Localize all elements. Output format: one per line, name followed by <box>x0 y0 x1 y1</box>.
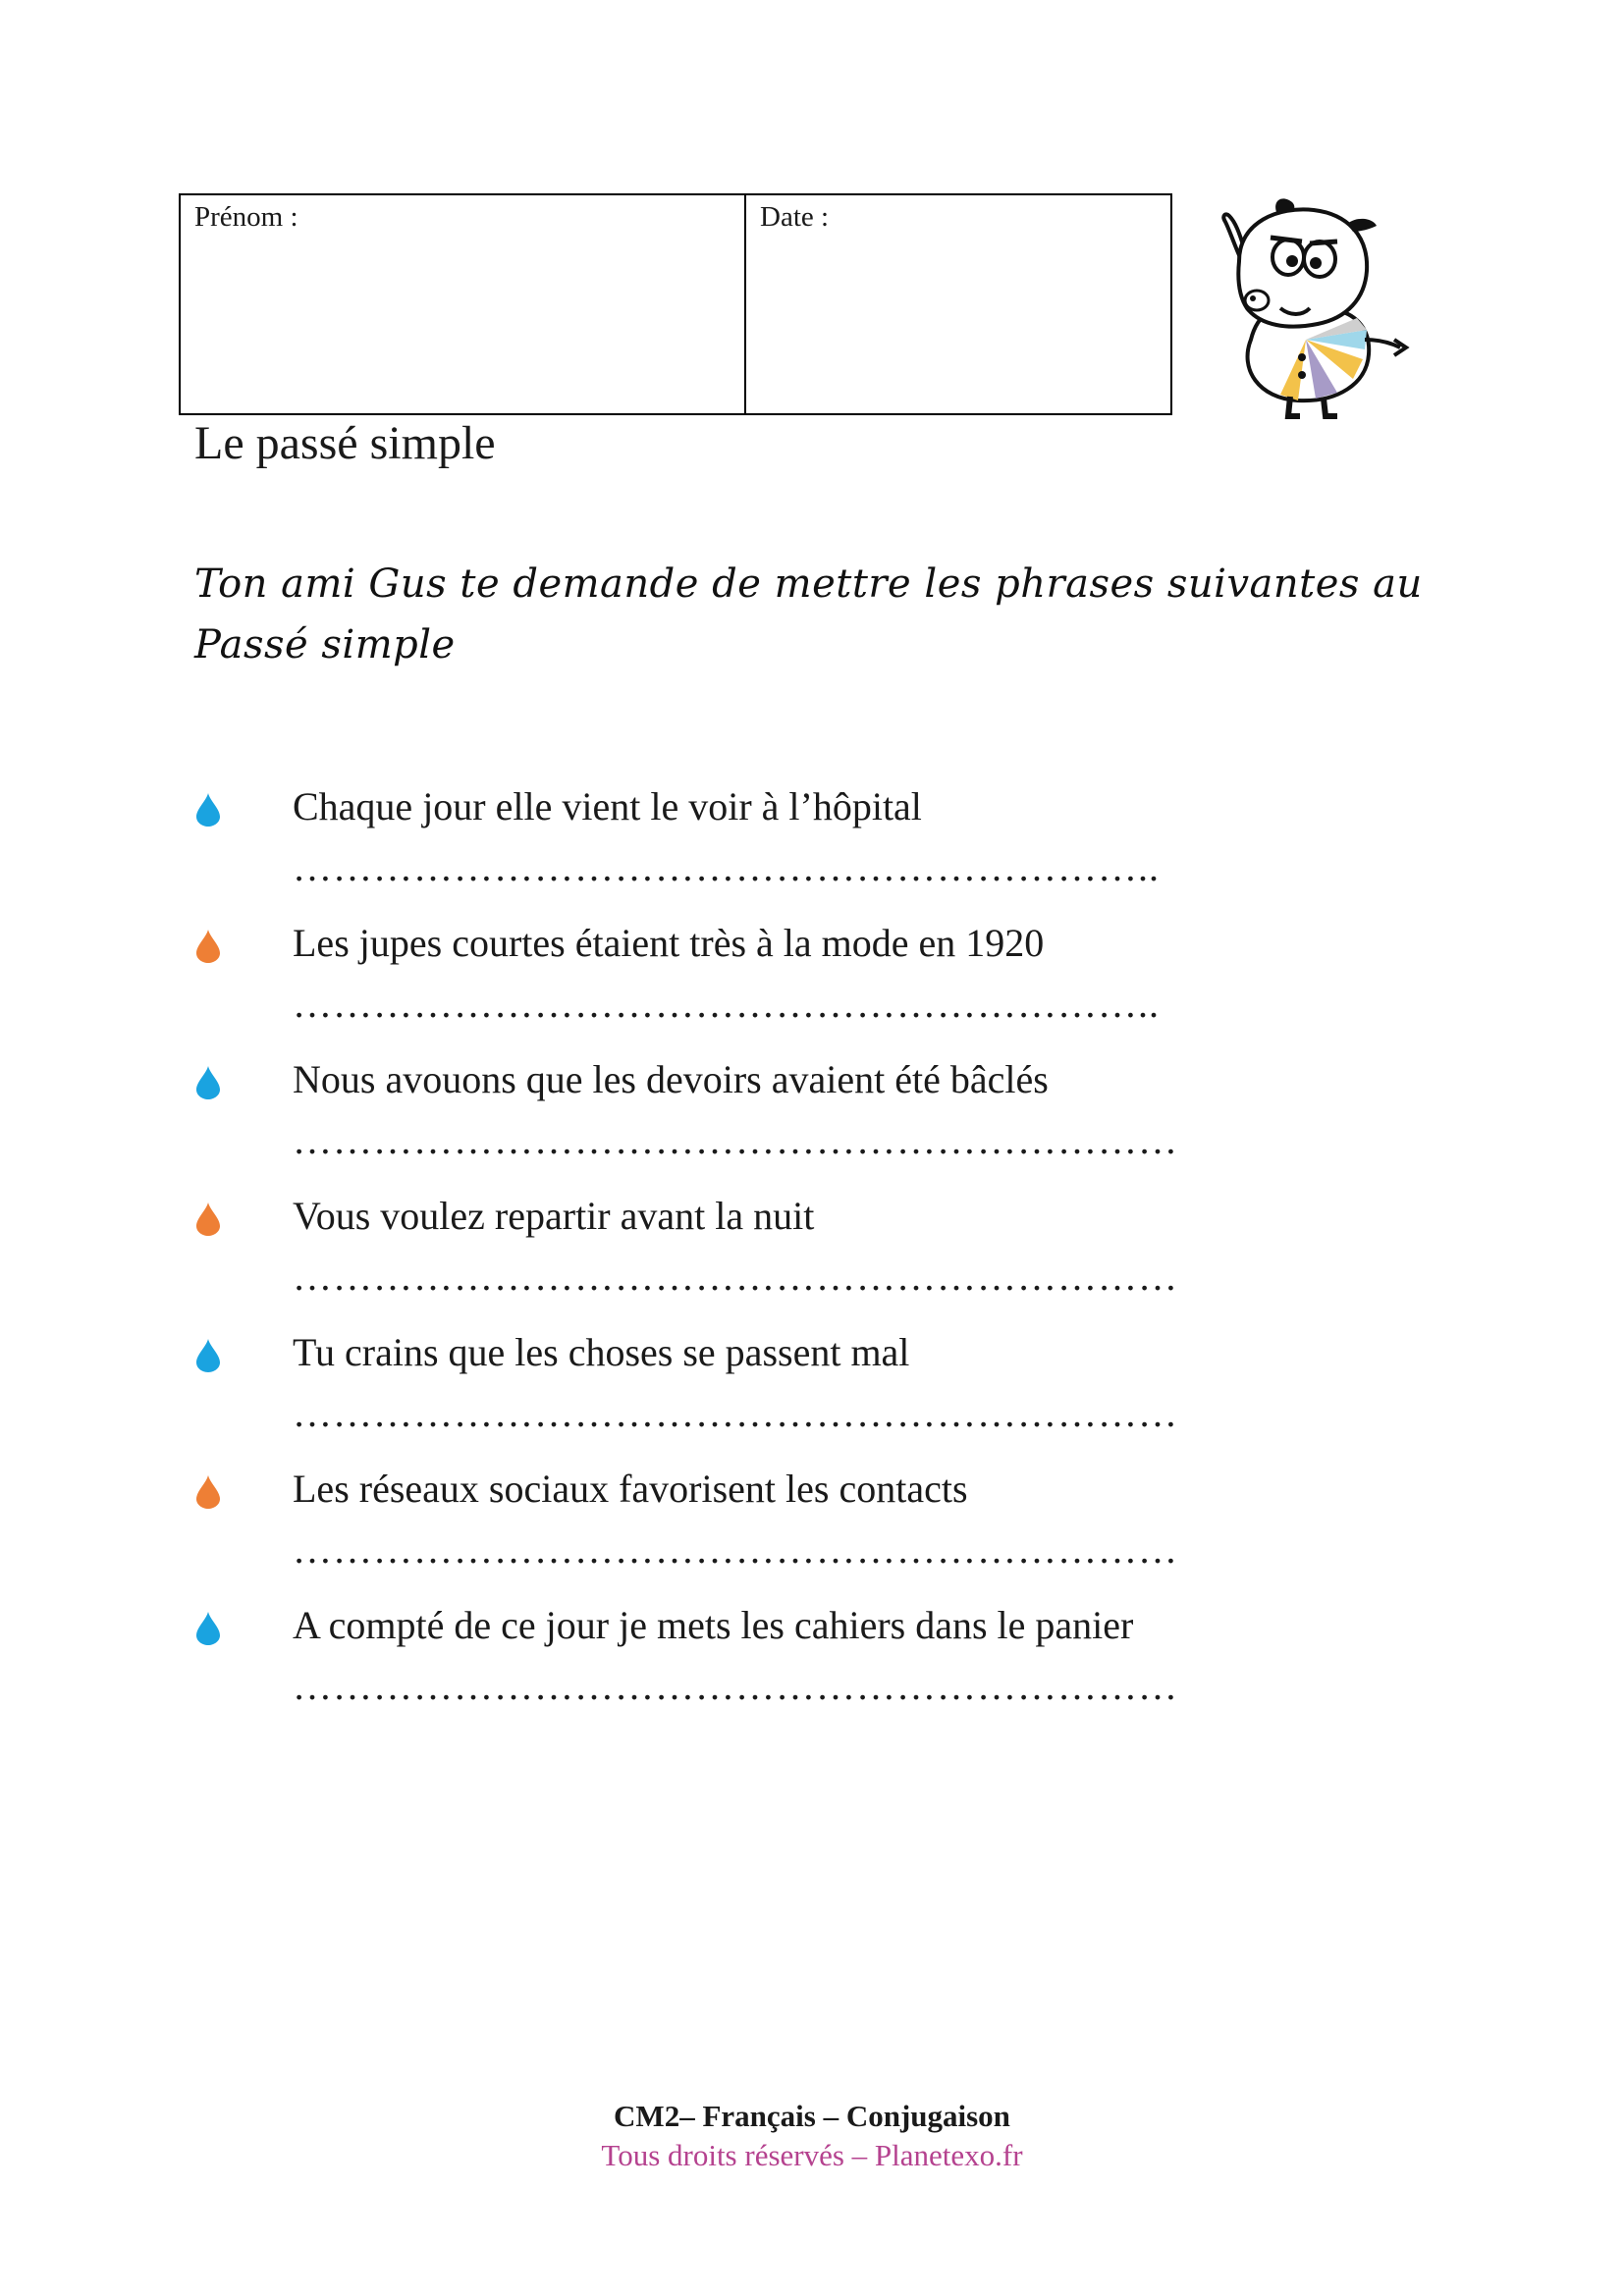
blue-drop-icon <box>196 1066 220 1099</box>
name-label: Prénom : <box>194 201 298 233</box>
exercise-item <box>192 781 1489 918</box>
blue-drop-icon <box>196 793 220 827</box>
answer-line[interactable]: ………………………………………………………… <box>293 1527 1178 1572</box>
answer-line[interactable]: ……………………………………………………….. <box>293 845 1160 889</box>
date-label: Date : <box>760 201 830 233</box>
orange-drop-icon <box>196 930 220 963</box>
exercise-list <box>192 781 1489 1736</box>
orange-drop-icon <box>196 1202 220 1236</box>
exercise-sentence: Nous avouons que les devoirs avaient été bâclés <box>293 1057 1049 1101</box>
exercise-sentence: Vous voulez repartir avant la nuit <box>293 1194 815 1238</box>
footer-course: CM2– Français – Conjugaison <box>614 2099 1010 2133</box>
exercise-sentence: A compté de ce jour je mets les cahiers dans le panier <box>293 1603 1134 1647</box>
answer-line[interactable]: ……………………………………………………….. <box>293 982 1160 1026</box>
blue-drop-icon <box>196 1339 220 1372</box>
exercise-item <box>192 1191 1489 1327</box>
exercise-sentence: Les réseaux sociaux favorisent les contacts <box>293 1467 968 1511</box>
exercise-item <box>192 1054 1489 1191</box>
page-title: Le passé simple <box>194 417 496 469</box>
exercise-item <box>192 1327 1489 1464</box>
name-field[interactable] <box>181 195 746 413</box>
exercise-item <box>192 1464 1489 1600</box>
exercise-sentence: Les jupes courtes étaient très à la mode en 1920 <box>293 921 1045 965</box>
instruction-text: Ton ami Gus te demande de mettre les phrases suivantes au Passé simple <box>194 561 1423 667</box>
answer-line[interactable]: ………………………………………………………… <box>293 1664 1178 1708</box>
exercise-sentence: Chaque jour elle vient le voir à l’hôpital <box>293 784 922 828</box>
exercise-item <box>192 918 1489 1054</box>
answer-line[interactable]: ………………………………………………………… <box>293 1118 1178 1162</box>
footer-rights: Tous droits réservés – Planetexo.fr <box>601 2138 1023 2172</box>
sheep-mascot-icon <box>1200 192 1416 420</box>
answer-line[interactable]: ………………………………………………………… <box>293 1391 1178 1435</box>
answer-line[interactable]: ………………………………………………………… <box>293 1255 1178 1299</box>
exercise-item <box>192 1600 1489 1736</box>
header-table <box>179 193 1172 415</box>
date-field[interactable] <box>746 195 1170 413</box>
exercise-sentence: Tu crains que les choses se passent mal <box>293 1330 910 1374</box>
orange-drop-icon <box>196 1475 220 1509</box>
blue-drop-icon <box>196 1612 220 1645</box>
